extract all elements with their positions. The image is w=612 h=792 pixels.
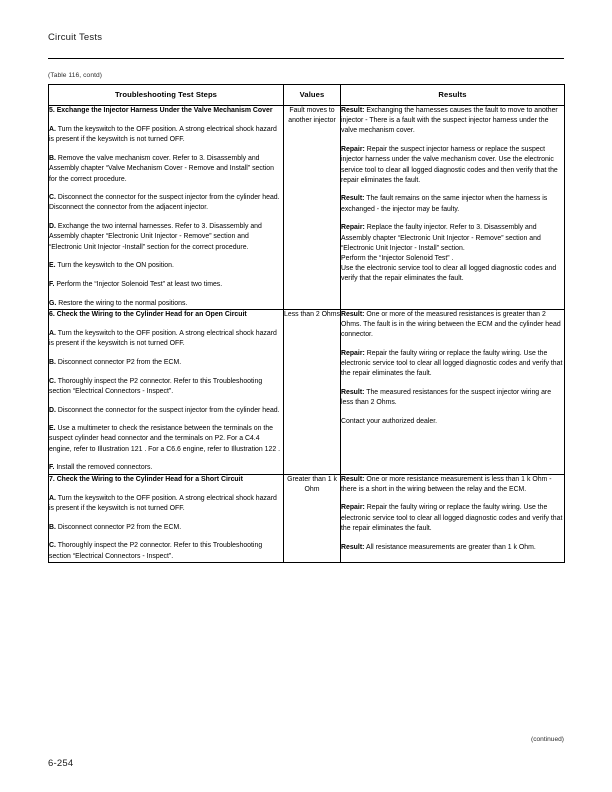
steps-paragraph [49,280,283,290]
table-caption: (Table 116, contd) [48,72,103,79]
steps-paragraph-lead: A. [49,126,56,134]
results-paragraph-text: Contact your authorized dealer. [341,417,438,425]
steps-paragraph [49,125,283,145]
results-paragraph-lead: Result: [341,475,365,483]
cell-values [284,106,341,310]
steps-paragraph-lead: 6. Check the Wiring to the Cylinder Head for an Open Circuit [49,310,247,318]
header-rule [48,58,564,59]
cell-results [341,309,565,474]
results-paragraph-text: The fault remains on the same injector when the harness is exchanged - the injector may be faulty. [341,195,548,213]
steps-paragraph [49,329,283,349]
steps-paragraph [49,494,283,514]
cell-test-steps [49,106,284,310]
steps-paragraph-text: Disconnect the connector for the suspect injector from the cylinder head. [55,406,280,414]
steps-paragraph-lead: G. [49,299,57,307]
steps-paragraph-lead: C. [49,377,56,385]
cell-test-steps [49,474,284,562]
results-paragraph-lead: Result: [341,310,365,318]
results-paragraph [341,349,564,380]
steps-paragraph-lead: 7. Check the Wiring to the Cylinder Head for a Short Circuit [49,475,243,483]
steps-paragraph-lead: D. [49,223,56,231]
steps-paragraph-text: Restore the wiring to the normal positions. [56,299,188,307]
steps-paragraph-lead: F. [49,464,55,472]
steps-paragraph-lead: B. [49,155,56,163]
table-header-row [49,85,565,106]
results-paragraph [341,543,564,553]
steps-paragraph-text: Use a multimeter to check the resistance between the terminals on the suspect cylinder head connector and the terminals on P2. For a C4.4 engine, refer to Illustration 121 . For a C6.6 engine, refer to Illustration 122 . [49,425,281,453]
results-paragraph-lead: Repair: [341,349,365,357]
steps-paragraph-text: Turn the keyswitch to the OFF position. A strong electrical shock hazard is present if the keyswitch is not turned OFF. [49,494,277,512]
results-paragraph-text: Repair the faulty wiring or replace the faulty wiring. Use the electronic service tool to clear all logged diagnostic codes and verify that the repair eliminates the fault. [341,349,563,378]
cell-values [284,474,341,562]
steps-paragraph [49,222,283,253]
values-text: Less than 2 Ohms [284,310,340,318]
results-paragraph-lead: Repair: [341,146,365,154]
table-row [49,474,565,562]
column-header-results: Results [341,85,565,106]
steps-paragraph-lead: 5. Exchange the Injector Harness Under the Valve Mechanism Cover [49,107,273,114]
steps-paragraph [49,299,283,309]
table-body [49,106,565,563]
cell-test-steps [49,309,284,474]
results-paragraph-text: One or more resistance measurement is less than 1 k Ohm - there is a short in the wiring between the relay and the ECM. [341,475,552,493]
results-paragraph-text: The measured resistances for the suspect injector wiring are less than 2 Ohms. [341,389,552,407]
steps-paragraph-lead: E. [49,262,56,270]
steps-paragraph-text: Turn the keyswitch to the OFF position. A strong electrical shock hazard is present if the keyswitch is not turned OFF. [49,330,277,348]
column-header-values: Values [284,85,341,106]
steps-paragraph [49,475,283,485]
steps-paragraph-lead: C. [49,542,56,550]
results-paragraph [341,194,564,214]
steps-paragraph [49,523,283,533]
results-paragraph [341,475,564,495]
steps-paragraph [49,406,283,416]
results-paragraph-lead: Result: [341,195,365,203]
steps-paragraph [49,358,283,368]
page-title: Circuit Tests [48,32,103,43]
running-header [48,32,564,44]
results-paragraph [341,223,564,254]
steps-paragraph-text: Remove the valve mechanism cover. Refer to 3. Disassembly and Assembly chapter “Valve Mechanism Cover - Remove and Install” section for the correct procedure. [49,155,274,183]
steps-paragraph-text: Disconnect connector P2 from the ECM. [55,523,182,531]
cell-results [341,106,565,310]
results-paragraph-text: Replace the faulty injector. Refer to 3. Disassembly and Assembly chapter “Electronic Unit Injector - Remove” section and “Electronic Unit Injector - Install” section. [341,224,541,252]
cell-values [284,309,341,474]
results-paragraph-lead: Result: [341,389,365,397]
continued-note: (continued) [531,736,564,743]
steps-paragraph-lead: B. [49,358,56,366]
steps-paragraph-text: Thoroughly inspect the P2 connector. Refer to this Troubleshooting section “Electrical Connectors - Inspect”. [49,377,263,395]
steps-paragraph-text: Turn the keyswitch to the OFF position. A strong electrical shock hazard is present if the keyswitch is not turned OFF. [49,126,277,144]
steps-paragraph [49,193,283,213]
results-paragraph-text: Use the electronic service tool to clear all logged diagnostic codes and verify that the repair eliminates the fault. [341,265,557,283]
values-text: Fault moves to another injector [288,107,336,125]
results-paragraph-lead: Repair: [341,224,365,232]
steps-paragraph-text: Install the removed connectors. [54,464,153,472]
steps-paragraph [49,463,283,473]
values-text: Greater than 1 k Ohm [287,475,337,493]
results-paragraph [341,254,564,264]
steps-paragraph [49,310,283,320]
steps-paragraph [49,541,283,561]
steps-paragraph [49,377,283,397]
steps-paragraph [49,424,283,455]
steps-paragraph-text: Disconnect the connector for the suspect injector from the cylinder head. Disconnect the connector from the adjacent injector. [49,194,280,212]
steps-paragraph-text: Exchange the two internal harnesses. Refer to 3. Disassembly and Assembly chapter “Electronic Unit Injector - Remove” section and “Electronic Unit Injector -Install” section for the correct procedure. [49,223,262,251]
page-number: 6-254 [48,758,74,769]
steps-paragraph [49,261,283,271]
steps-paragraph-lead: B. [49,523,56,531]
cell-results [341,474,565,562]
results-paragraph [341,388,564,408]
steps-paragraph-lead: E. [49,425,56,433]
steps-paragraph-lead: A. [49,494,56,502]
steps-paragraph-lead: C. [49,194,56,202]
steps-paragraph-text: Perform the “Injector Solenoid Test” at least two times. [54,280,223,288]
results-paragraph [341,310,564,341]
results-paragraph-text: Repair the suspect injector harness or replace the suspect injector harness under the valve mechanism cover. Use the electronic service tool to clear all logged diagnostic codes and then verify that the repair eliminates the fault. [341,146,558,184]
results-paragraph-text: All resistance measurements are greater than 1 k Ohm. [364,543,536,551]
steps-paragraph [49,154,283,185]
troubleshooting-table [48,84,565,563]
column-header-steps: Troubleshooting Test Steps [49,85,284,106]
steps-paragraph [49,106,283,116]
results-paragraph-text: Perform the “Injector Solenoid Test” . [341,254,454,262]
results-paragraph-text: Exchanging the harnesses causes the fault to move to another injector - There is a fault with the suspect injector harness under the valve mechanism cover. [341,107,558,135]
steps-paragraph-lead: F. [49,280,55,288]
results-paragraph [341,145,564,186]
results-paragraph [341,264,564,284]
results-paragraph [341,503,564,534]
results-paragraph-lead: Result: [341,543,365,551]
results-paragraph-text: One or more of the measured resistances is greater than 2 Ohms. The fault is in the wiring between the ECM and the cylinder head connector. [341,310,561,339]
steps-paragraph-text: Thoroughly inspect the P2 connector. Refer to this Troubleshooting section “Electrical Connectors - Inspect”. [49,542,263,560]
steps-paragraph-text: Turn the keyswitch to the ON position. [55,262,174,270]
table-row [49,106,565,310]
results-paragraph-lead: Result: [341,107,365,114]
results-paragraph [341,106,564,137]
steps-paragraph-lead: A. [49,330,56,338]
steps-paragraph-lead: D. [49,406,56,414]
results-paragraph [341,417,564,427]
results-paragraph-lead: Repair: [341,504,365,512]
results-paragraph-text: Repair the faulty wiring or replace the faulty wiring. Use the electronic service tool to clear all logged diagnostic codes and verify that the repair eliminates the fault. [341,504,563,532]
troubleshooting-table-wrapper [48,84,564,563]
steps-paragraph-text: Disconnect connector P2 from the ECM. [55,358,182,366]
table-row [49,309,565,474]
